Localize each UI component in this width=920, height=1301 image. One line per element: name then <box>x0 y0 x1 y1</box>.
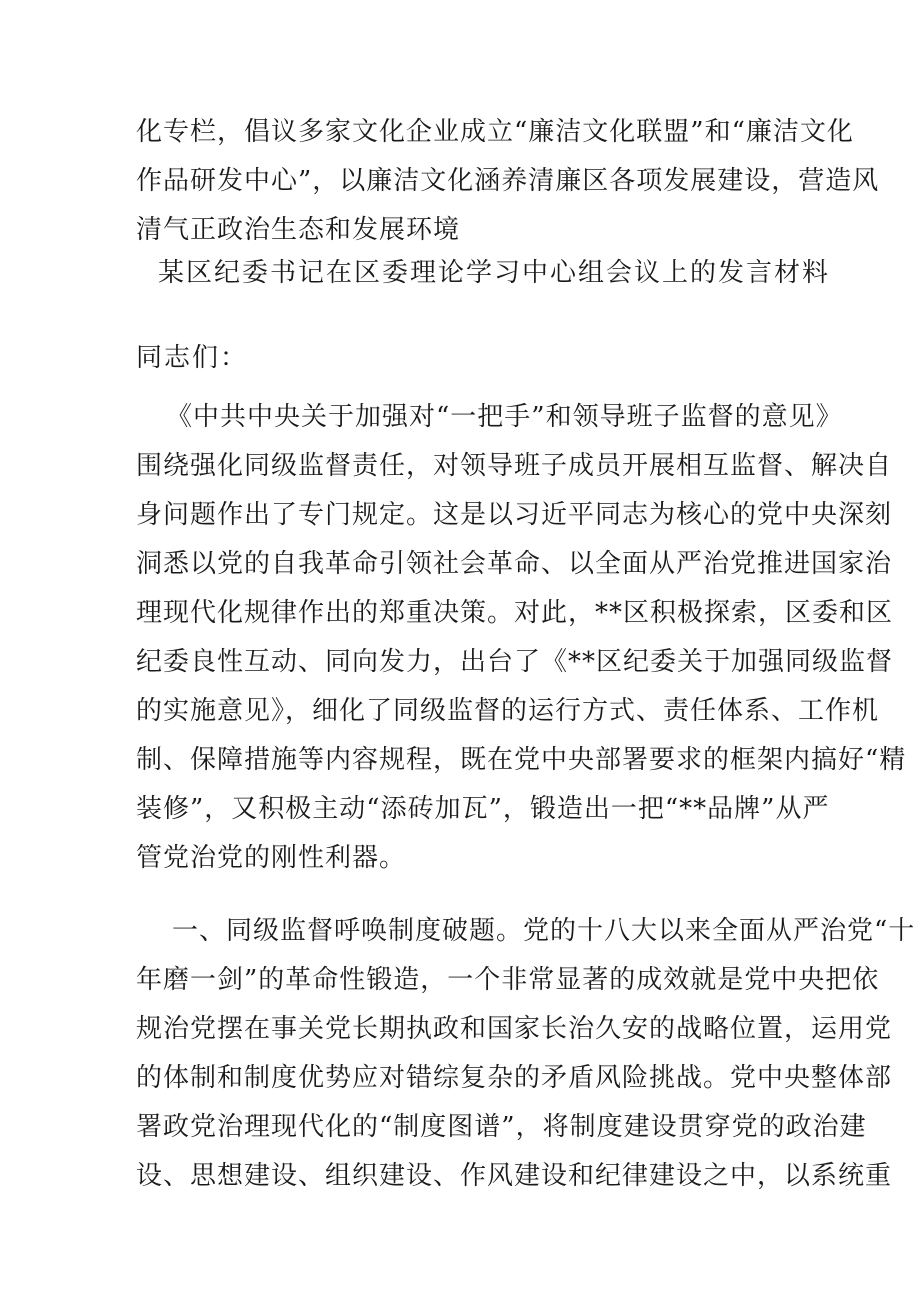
paragraph-line: 身问题作出了专门规定。这是以习近平同志为核心的党中央深刻 <box>136 500 893 530</box>
paragraph-line: 制、保障措施等内容规程，既在党中央部署要求的框架内搞好“精 <box>136 745 907 775</box>
paragraph-line: 管党治党的刚性利器。 <box>136 843 407 873</box>
paragraph-top <box>136 108 880 255</box>
paragraph-line: 的体制和制度优势应对错综复杂的矛盾风险挑战。党中央整体部 <box>136 1063 893 1093</box>
paragraph-line: 规治党摆在事关党长期执政和国家长治久安的战略位置，运用党 <box>136 1014 893 1044</box>
paragraph-line: 装修”，又积极主动“添砖加瓦”，锻造出一把“**品牌”从严 <box>136 794 830 824</box>
paragraph-line: 设、思想建设、组织建设、作风建设和纪律建设之中，以系统重 <box>136 1161 893 1191</box>
paragraph-line: 作品研发中心”，以廉洁文化涵养清廉区各项发展建设，营造风 <box>136 166 880 196</box>
paragraph-line: 纪委良性互动、同向发力，出台了《**区纪委关于加强同级监督 <box>136 647 894 677</box>
paragraph-2 <box>136 907 916 1201</box>
paragraph-1 <box>136 393 907 883</box>
paragraph-line: 洞悉以党的自我革命引领社会革命、以全面从严治党推进国家治 <box>136 549 893 579</box>
salutation: 同志们： <box>136 343 249 373</box>
paragraph-line: 《中共中央关于加强对“一把手”和领导班子监督的意见》 <box>166 402 843 432</box>
document-title: 某区纪委书记在区委理论学习中心组会议上的发言材料 <box>158 258 831 288</box>
paragraph-line: 署政党治理现代化的“制度图谱”，将制度建设贯穿党的政治建 <box>136 1112 867 1142</box>
paragraph-line: 理现代化规律作出的郑重决策。对此，**区积极探索，区委和区 <box>136 598 894 628</box>
paragraph-line: 一、同级监督呼唤制度破题。党的十八大以来全面从严治党“十 <box>172 916 916 946</box>
paragraph-line: 的实施意见》，细化了同级监督的运行方式、责任体系、工作机 <box>136 696 880 726</box>
paragraph-line: 清气正政治生态和发展环境 <box>136 215 461 245</box>
paragraph-line: 年磨一剑”的革命性锻造，一个非常显著的成效就是党中央把依 <box>136 965 880 995</box>
paragraph-line: 围绕强化同级监督责任，对领导班子成员开展相互监督、解决自 <box>136 451 893 481</box>
paragraph-line: 化专栏，倡议多家文化企业成立“廉洁文化联盟”和“廉洁文化 <box>136 117 854 147</box>
